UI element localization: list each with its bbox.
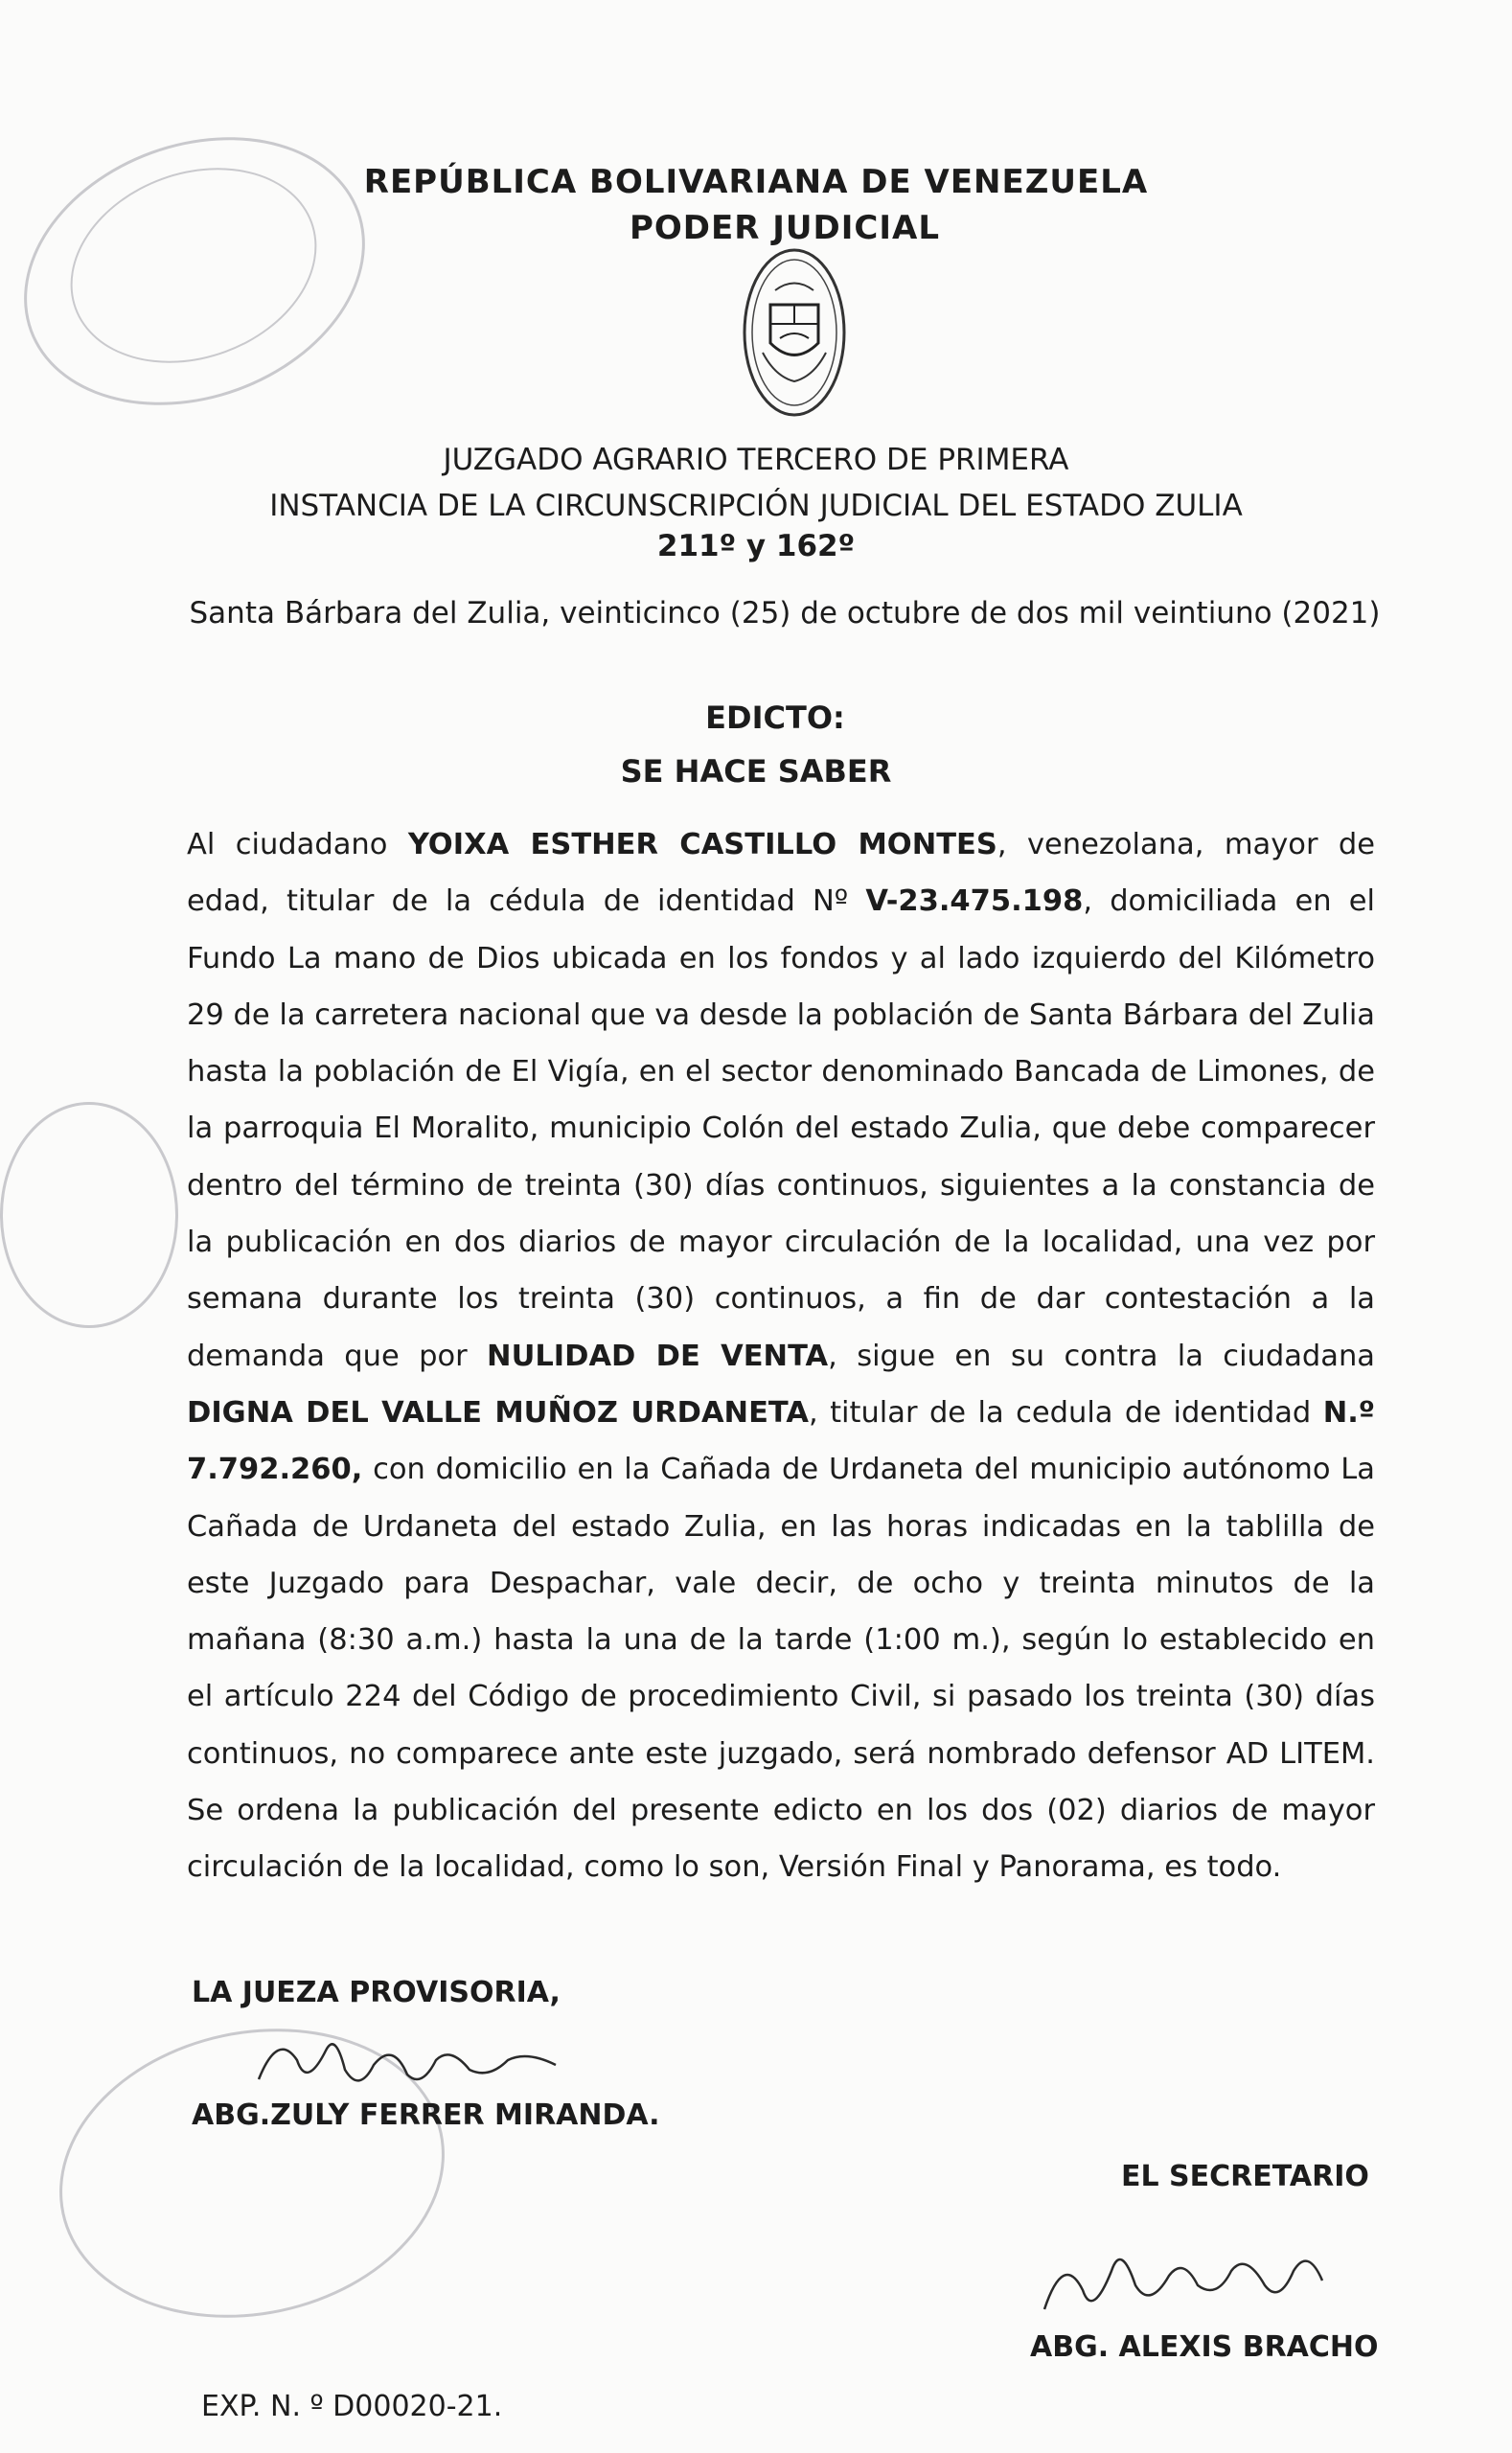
judge-signature-icon (240, 2022, 584, 2108)
case-type: NULIDAD DE VENTA (487, 1339, 829, 1373)
independence-years: 211º y 162º (656, 529, 856, 563)
venezuela-coat-of-arms-icon (742, 247, 847, 418)
secretary-signature-icon (1035, 2233, 1341, 2328)
plaintiff-name: DIGNA DEL VALLE MUÑOZ URDANETA (187, 1395, 809, 1430)
court-name-line2: INSTANCIA DE LA CIRCUNSCRIPCIÓN JUDICIAL DEL ESTADO ZULIA (269, 489, 1243, 523)
defendant-name: YOIXA ESTHER CASTILLO MONTES (407, 828, 997, 861)
court-seal-middle-left (0, 1102, 178, 1328)
defendant-id: V-23.475.198 (865, 884, 1084, 919)
court-name-line1: JUZGADO AGRARIO TERCERO DE PRIMERA (443, 443, 1069, 477)
judicial-branch-heading: PODER JUDICIAL (629, 209, 940, 247)
body-text-part: , domiciliada en el Fundo La mano de Dios ubicada en los fondos y al lado izquierdo del Kilómetro 29 de la carretera nacional que va desde la población de Santa Bárbara del Zulia hasta la población de El Vigía, en el sector denominado Bancada de Limones, de la parroquia El Moralito, municipio Colón del estado Zulia, que debe comparecer dentro del término de treinta (30) días continuos, siguientes a la constancia de la publicación en dos diarios de mayor circulación de la localidad, una vez por semana durante los treinta (30) continuos, a fin de dar contestación a la demanda que por (187, 884, 1375, 1373)
secretary-name: ABG. ALEXIS BRACHO (1030, 2330, 1379, 2364)
body-text-part: , titular de la cedula de identidad (808, 1395, 1323, 1430)
body-text-part: con domicilio en la Cañada de Urdaneta del municipio autónomo La Cañada de Urdaneta del estado Zulia, en las horas indicadas en la tablilla de este Juzgado para Despachar, vale decir, de ocho y treinta minutos de la mañana (8:30 a.m.) hasta la una de la tarde (1:00 m.), según lo establecido en el artículo 224 del Código de procedimiento Civil, si pasado los treinta (30) días continuos, no comparece ante este juzgado, será nombrado defensor AD LITEM. Se ordena la publicación del presente edicto en los dos (02) diarios de mayor circulación de la localidad, como lo son, Versión Final y Panorama, es todo. (187, 1453, 1375, 1885)
edict-body (187, 816, 1375, 1896)
body-text-part: Al ciudadano (187, 828, 408, 861)
body-text-part: , sigue en su contra la ciudadana (828, 1339, 1375, 1373)
file-number: EXP. N. º D00020-21. (201, 2390, 503, 2423)
republic-heading: REPÚBLICA BOLIVARIANA DE VENEZUELA (363, 163, 1149, 201)
body-text-part: , venezolana, mayor de edad, titular de la cédula de identidad Nº (187, 828, 1376, 919)
plaintiff-id: N.º 7.792.260, (187, 1395, 1376, 1487)
document-subtitle: SE HACE SABER (620, 753, 892, 790)
judge-title: LA JUEZA PROVISORIA, (192, 1976, 561, 2009)
secretary-title: EL SECRETARIO (1121, 2160, 1369, 2193)
date-line: Santa Bárbara del Zulia, veinticinco (25) de octubre de dos mil veintiuno (2021) (189, 596, 1381, 630)
document-title: EDICTO: (705, 699, 845, 736)
judge-name: ABG.ZULY FERRER MIRANDA. (192, 2098, 660, 2132)
